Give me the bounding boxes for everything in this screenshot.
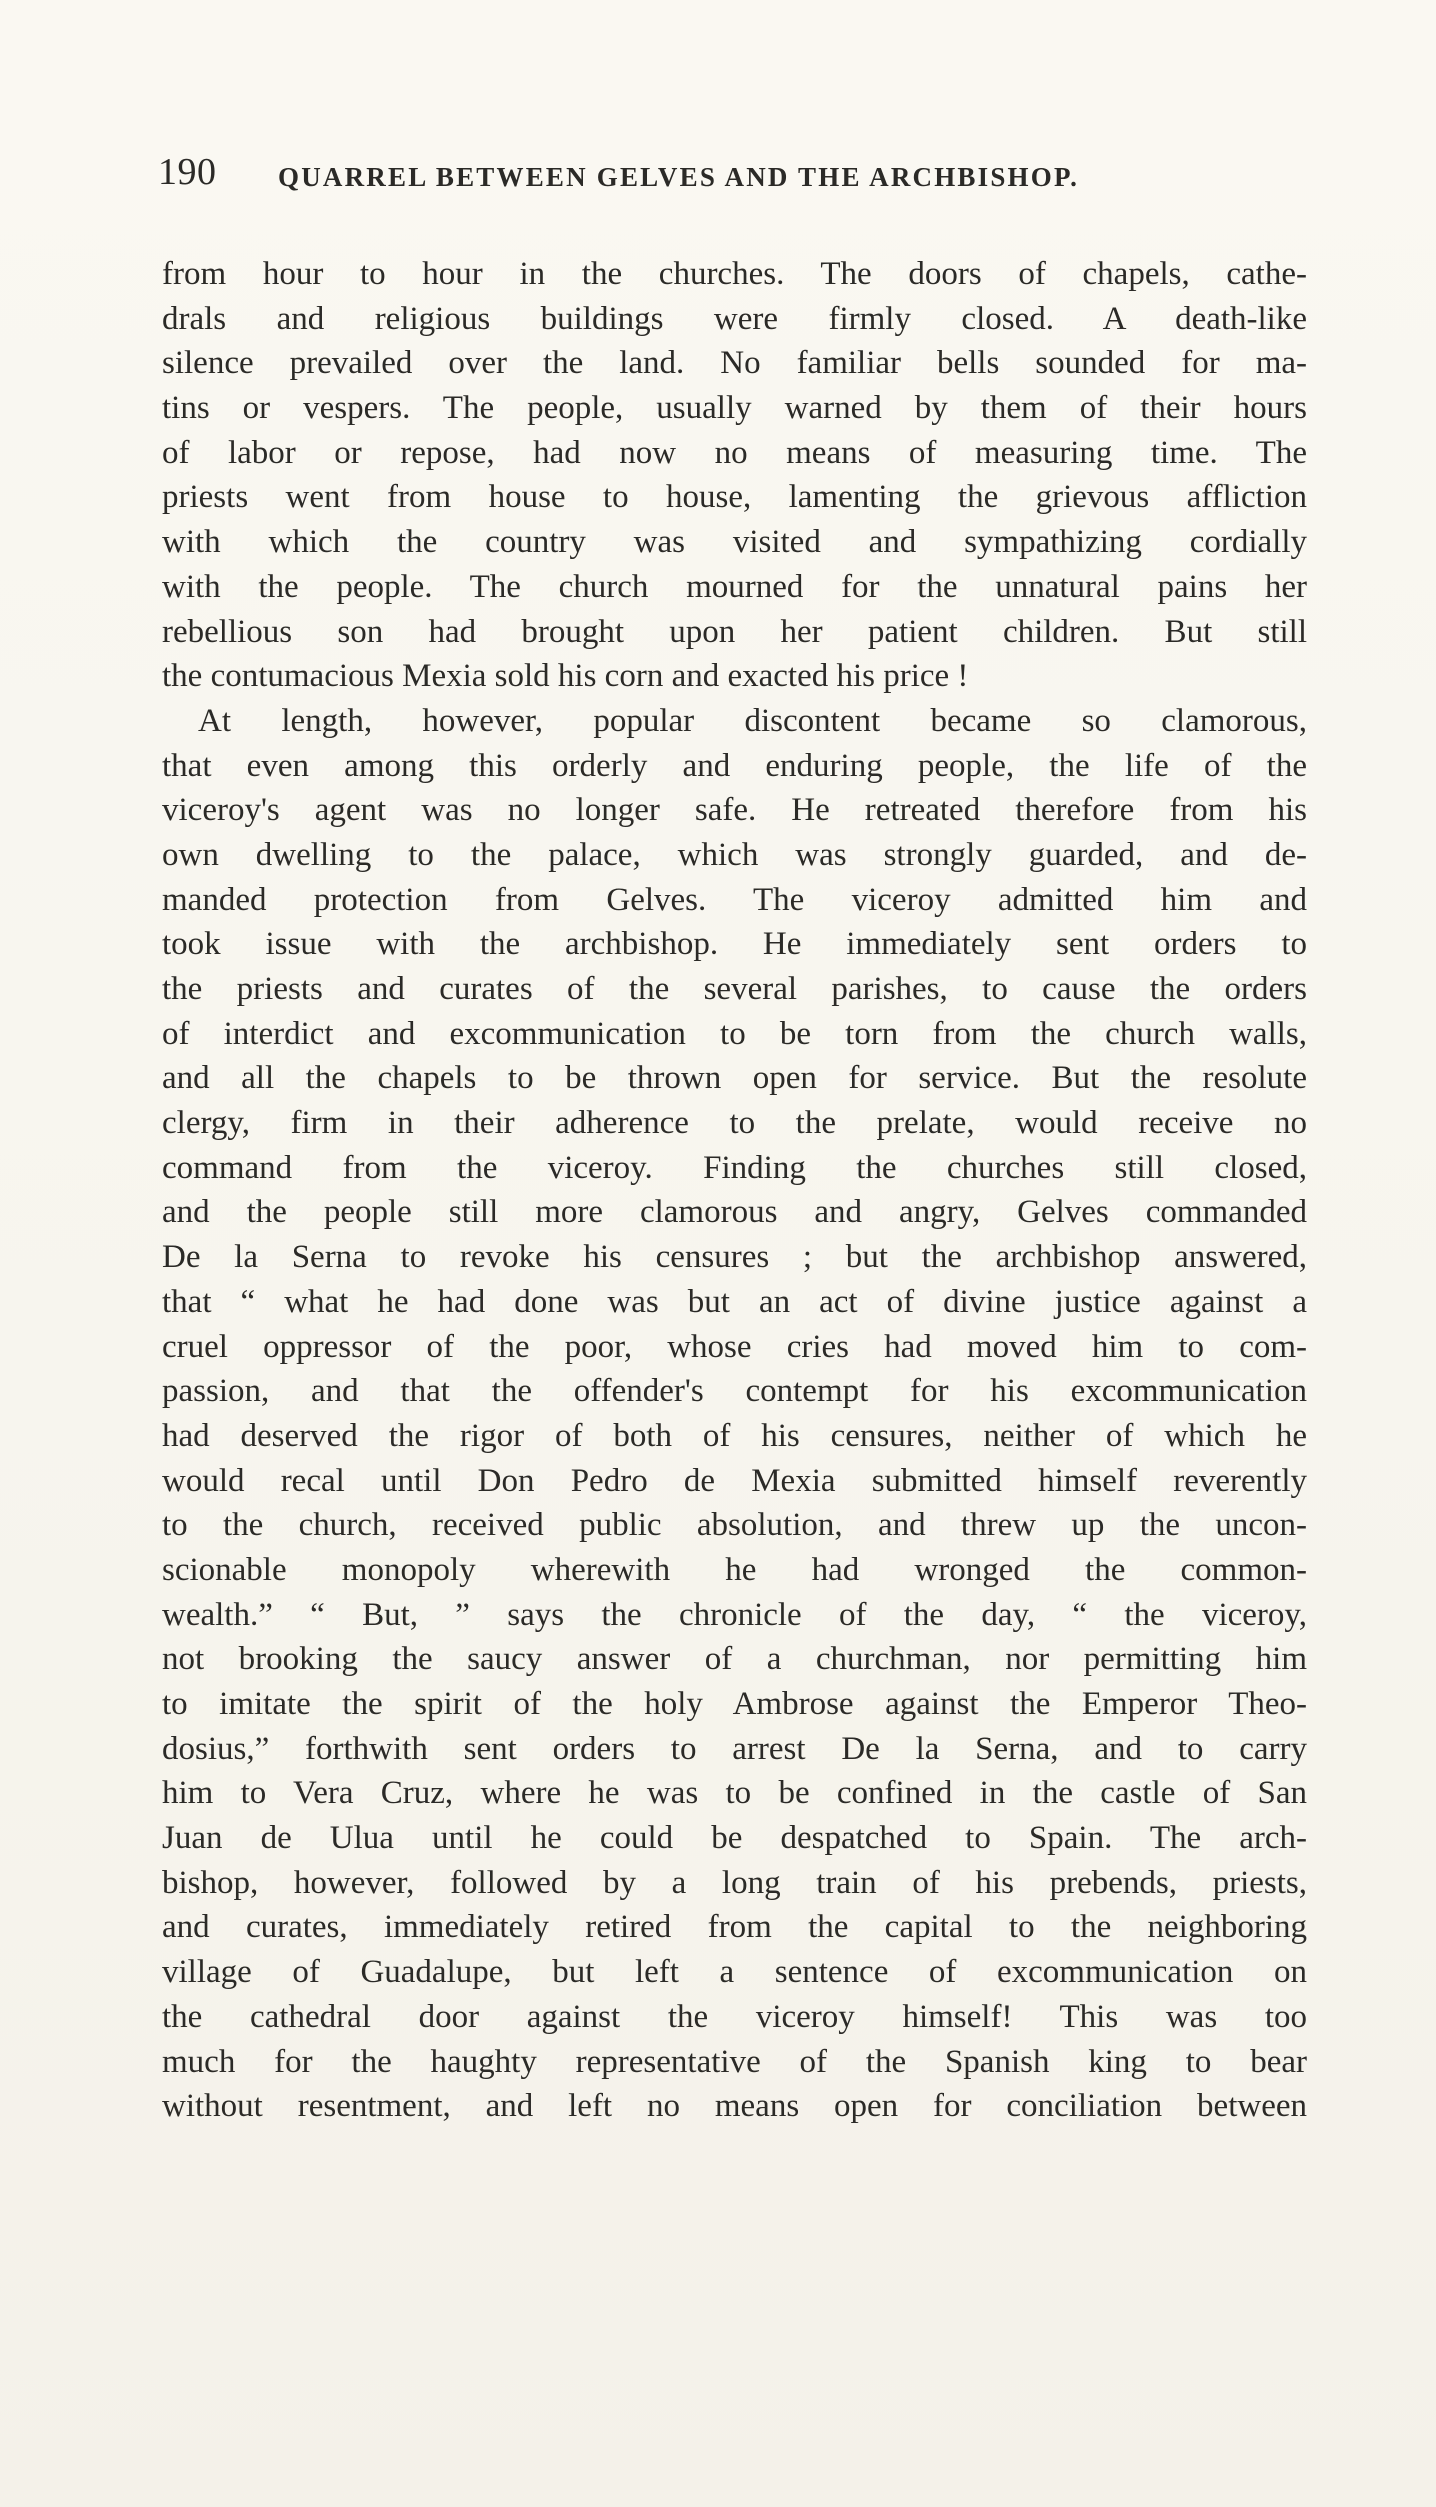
text-line: that “ what he had done was but an act of divine justice against a [162, 1283, 1307, 1320]
text-line: the priests and curates of the several parishes, to cause the orders [162, 971, 1307, 1007]
text-line: cruel oppressor of the poor, whose cries had moved him to com- [162, 1328, 1307, 1365]
text-line: without resentment, and left no means open for conciliation between [162, 2088, 1307, 2125]
text-line: the cathedral door against the viceroy himself! This was too [162, 1998, 1307, 2035]
text-line: dosius,” forthwith sent orders to arrest De la Serna, and to carry [162, 1730, 1307, 1767]
text-line: De la Serna to revoke his censures ; but the archbishop answered, [162, 1239, 1307, 1276]
text-line: drals and religious buildings were firmly closed. A death-like [162, 300, 1307, 337]
text-line: with the people. The church mourned for the unnatural pains her [162, 568, 1307, 605]
text-line: to imitate the spirit of the holy Ambrose against the Emperor Theo- [162, 1686, 1307, 1722]
text-line: and curates, immediately retired from the capital to the neighboring [162, 1909, 1307, 1946]
text-line: not brooking the saucy answer of a churchman, nor permitting him [162, 1641, 1307, 1678]
paragraph-2 [162, 699, 1307, 2129]
paragraph-1 [162, 252, 1307, 699]
text-line: village of Guadalupe, but left a sentence of excommunication on [162, 1954, 1307, 1991]
text-line: passion, and that the offender's contempt for his excommunication [162, 1373, 1307, 1410]
text-line: with which the country was visited and sympathizing cordially [162, 524, 1307, 561]
body-text [162, 252, 1307, 2129]
text-line: bishop, however, followed by a long train of his prebends, priests, [162, 1864, 1307, 1901]
text-line: rebellious son had brought upon her patient children. But still [162, 613, 1307, 650]
text-line: silence prevailed over the land. No familiar bells sounded for ma- [162, 345, 1307, 382]
text-line: from hour to hour in the churches. The doors of chapels, cathe- [162, 256, 1307, 292]
text-line: to the church, received public absolution, and threw up the uncon- [162, 1507, 1307, 1544]
text-line: clergy, firm in their adherence to the prelate, would receive no [162, 1105, 1307, 1142]
text-line: him to Vera Cruz, where he was to be confined in the castle of San [162, 1775, 1307, 1812]
text-line: command from the viceroy. Finding the churches still closed, [162, 1149, 1307, 1186]
text-line: own dwelling to the palace, which was strongly guarded, and de- [162, 836, 1307, 873]
text-line: the contumacious Mexia sold his corn and exacted his price ! [162, 658, 969, 695]
text-line: that even among this orderly and enduring people, the life of the [162, 747, 1307, 784]
text-line: much for the haughty representative of the Spanish king to bear [162, 2043, 1307, 2080]
text-line: of interdict and excommunication to be torn from the church walls, [162, 1015, 1307, 1052]
text-line: manded protection from Gelves. The viceroy admitted him and [162, 881, 1307, 918]
text-line: and the people still more clamorous and angry, Gelves commanded [162, 1194, 1307, 1231]
text-line: tins or vespers. The people, usually warned by them of their hours [162, 390, 1307, 427]
text-line: of labor or repose, had now no means of measuring time. The [162, 434, 1307, 471]
text-line: would recal until Don Pedro de Mexia submitted himself reverently [162, 1462, 1307, 1499]
text-line: priests went from house to house, lamenting the grievous affliction [162, 479, 1307, 516]
page-number: 190 [158, 151, 217, 193]
text-line: scionable monopoly wherewith he had wronged the common- [162, 1551, 1307, 1588]
text-line: had deserved the rigor of both of his censures, neither of which he [162, 1417, 1307, 1454]
running-head: QUARREL BETWEEN GELVES AND THE ARCHBISHOP. [278, 162, 1080, 192]
page-header [158, 150, 1278, 220]
text-line: Juan de Ulua until he could be despatched to Spain. The arch- [162, 1820, 1307, 1857]
text-line: At length, however, popular discontent became so clamorous, [198, 702, 1307, 739]
text-line: and all the chapels to be thrown open for service. But the resolute [162, 1060, 1307, 1097]
text-line: took issue with the archbishop. He immediately sent orders to [162, 926, 1307, 963]
text-line: wealth.” “ But, ” says the chronicle of the day, “ the viceroy, [162, 1596, 1307, 1633]
text-line: viceroy's agent was no longer safe. He retreated therefore from his [162, 792, 1307, 829]
